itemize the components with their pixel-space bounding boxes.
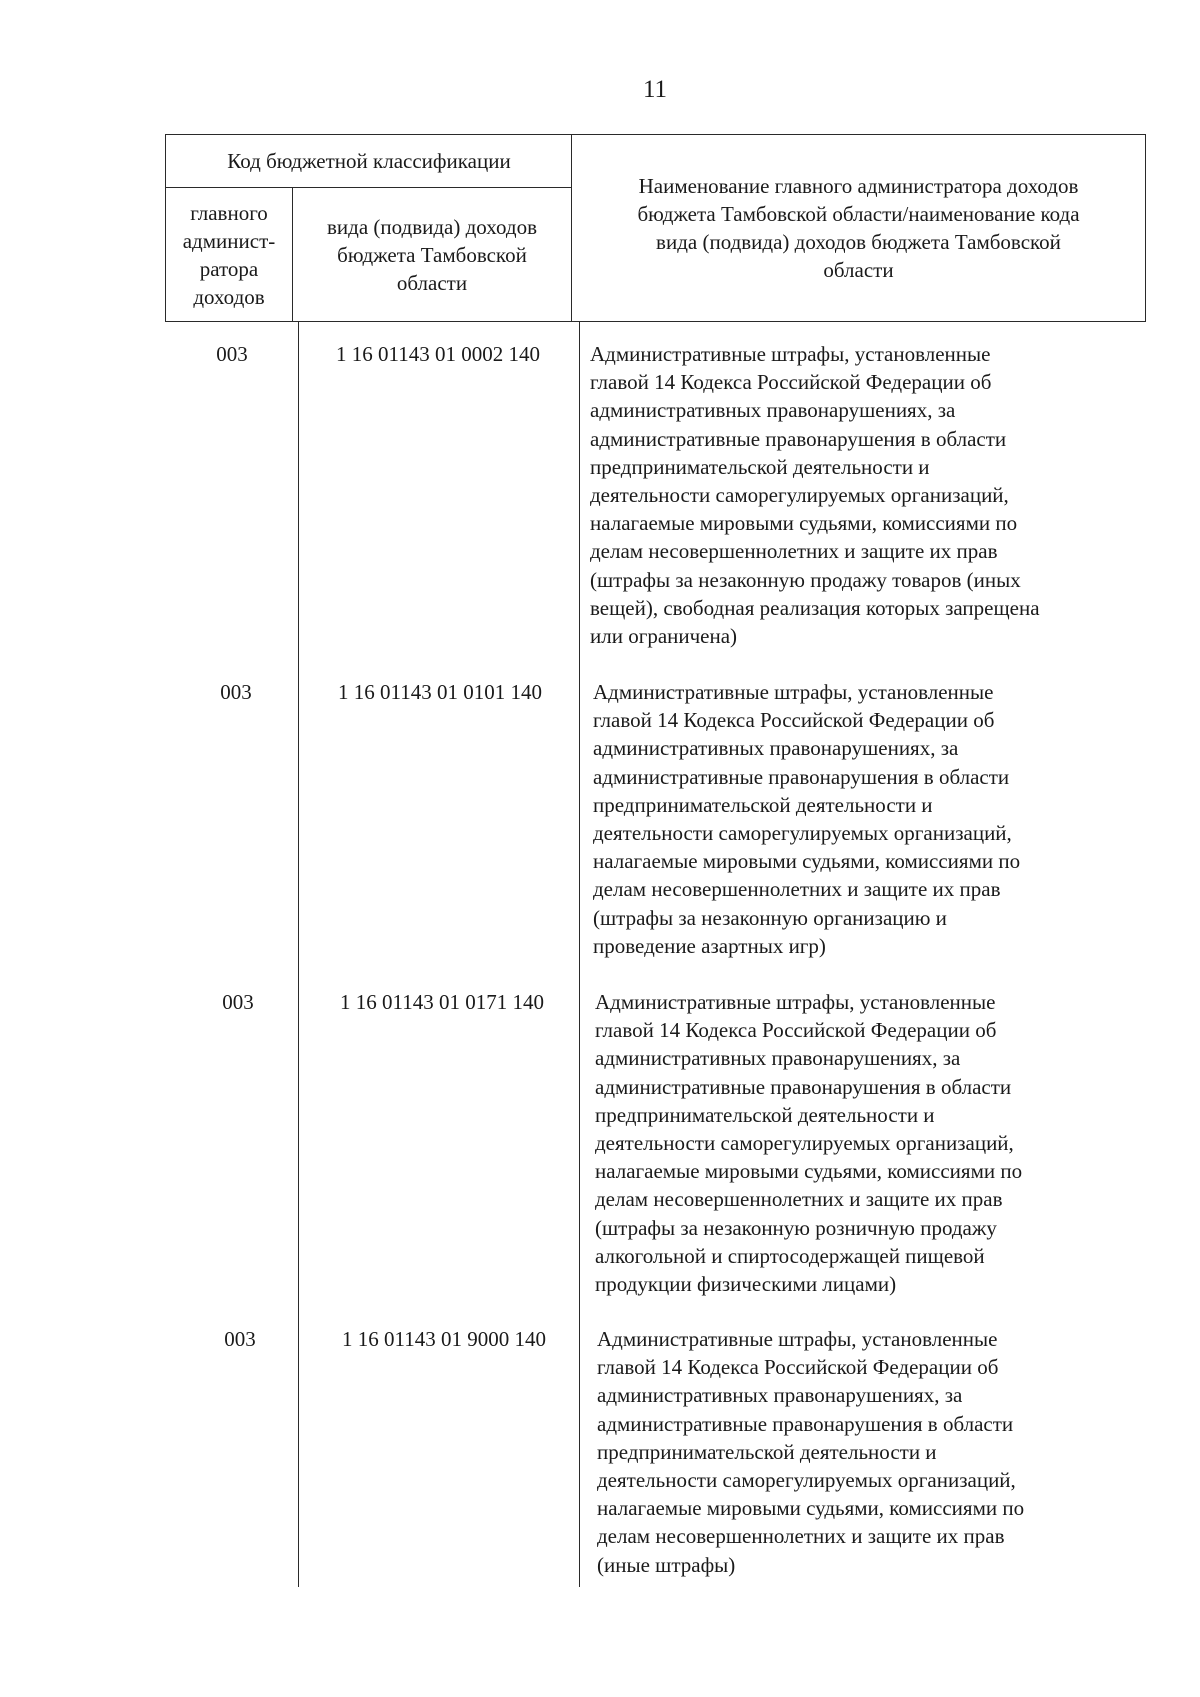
table-row: [165, 678, 1145, 978]
header-admin-column: [165, 187, 293, 322]
admin-code: 003: [216, 342, 248, 366]
header-name-line: Наименование главного администратора доходов: [638, 174, 1079, 198]
header-admin-line: главного: [190, 200, 268, 225]
admin-code: 003: [222, 990, 254, 1014]
header-name-line: бюджета Тамбовской области/наименование кода: [637, 202, 1080, 226]
header-name-column: [571, 134, 1146, 322]
header-admin-line: админист-: [182, 228, 276, 253]
admin-code: 003: [224, 1327, 256, 1351]
header-admin-line: ратора: [199, 256, 259, 281]
page-number: 11: [642, 76, 668, 103]
income-name: Административные штрафы, установленные главой 14 Кодекса Российской Федерации об административных правонарушениях, за административные правонарушения в области предпринимательской деятельности и деятельности саморегулируемых организаций, налагаемые мировыми судьями, комиссиями по делам несовершеннолетних и защите их прав (штрафы за незаконную организацию и проведение азартных игр): [593, 680, 1021, 958]
income-code: 1 16 01143 01 0002 140: [336, 342, 540, 366]
table-row: [165, 1325, 1145, 1585]
table-row: [165, 340, 1145, 660]
header-income-kind-column: [292, 187, 572, 322]
income-name: Административные штрафы, установленные главой 14 Кодекса Российской Федерации об административных правонарушениях, за административные правонарушения в области предпринимательской деятельности и деятельности саморегулируемых организаций, налагаемые мировыми судьями, комиссиями по делам несовершеннолетних и защите их прав (штрафы за незаконную продажу товаров (иных вещей), свободная реализация которых запрещена или ограничена): [590, 342, 1040, 649]
header-admin-line: доходов: [193, 284, 265, 309]
header-budget-code-label: Код бюджетной классификации: [227, 149, 511, 173]
income-code: 1 16 01143 01 0171 140: [340, 990, 544, 1014]
admin-code: 003: [220, 680, 252, 704]
header-kind-line: бюджета Тамбовской: [337, 242, 527, 267]
header-kind-line: области: [396, 270, 468, 295]
table-row: [165, 988, 1145, 1318]
header-name-line: вида (подвида) доходов бюджета Тамбовской: [656, 230, 1061, 254]
income-code: 1 16 01143 01 0101 140: [338, 680, 542, 704]
header-name-line: области: [823, 258, 894, 282]
header-kind-line: вида (подвида) доходов: [327, 214, 537, 239]
header-budget-code-group: [165, 134, 572, 188]
income-name: Административные штрафы, установленные главой 14 Кодекса Российской Федерации об административных правонарушениях, за административные правонарушения в области предпринимательской деятельности и деятельности саморегулируемых организаций, налагаемые мировыми судьями, комиссиями по делам несовершеннолетних и защите их прав (штрафы за незаконную розничную продажу алкогольной и спиртосодержащей пищевой продукции физическими лицами): [595, 990, 1023, 1297]
income-code: 1 16 01143 01 9000 140: [342, 1327, 546, 1351]
income-name: Административные штрафы, установленные главой 14 Кодекса Российской Федерации об административных правонарушениях, за административные правонарушения в области предпринимательской деятельности и деятельности саморегулируемых организаций, налагаемые мировыми судьями, комиссиями по делам несовершеннолетних и защите их прав (иные штрафы): [597, 1327, 1025, 1577]
